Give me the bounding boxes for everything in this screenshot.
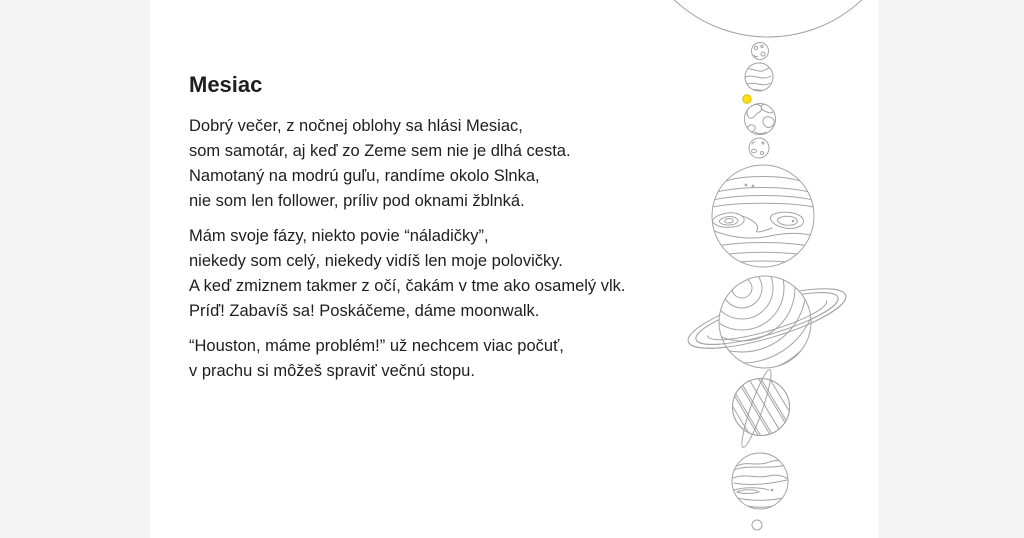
poem-line: Príď! Zabavíš sa! Poskáčeme, dáme moonwalk. (189, 302, 540, 320)
poem-line: Dobrý večer, z nočnej oblohy sa hlási Mesiac, (189, 117, 523, 135)
poem-stanza-3 (189, 334, 626, 384)
poem-line: v prachu si môžeš spraviť večnú stopu. (189, 362, 475, 380)
poem-line: som samotár, aj keď zo Zeme sem nie je dlhá cesta. (189, 142, 571, 160)
poem-line: Namotaný na modrú guľu, randíme okolo Slnka, (189, 167, 540, 185)
venus-icon (744, 63, 773, 91)
neptune-icon (732, 453, 788, 509)
mars-icon (749, 138, 769, 158)
uranus-icon (722, 366, 797, 450)
sun-icon (631, 0, 900, 37)
moon-icon (743, 95, 751, 103)
solar-system-illustration (630, 0, 900, 538)
poem-line: niekedy som celý, niekedy vidíš len moje polovičky. (189, 252, 563, 270)
mercury-icon (752, 43, 769, 60)
poem-line: “Houston, máme problém!” už nechcem viac počuť, (189, 337, 564, 355)
poem (189, 72, 626, 394)
poem-line: A keď zmiznem takmer z očí, čakám v tme ako osamelý vlk. (189, 277, 626, 295)
earth-icon (745, 104, 776, 135)
poem-line: Mám svoje fázy, niekto povie “náladičky”, (189, 227, 489, 245)
pluto-icon (752, 520, 762, 530)
jupiter-icon (712, 165, 814, 267)
saturn-icon (656, 202, 851, 374)
poem-stanza-1 (189, 114, 626, 214)
poem-line: nie som len follower, príliv pod oknami žblnká. (189, 192, 525, 210)
line-art-group (631, 0, 900, 530)
poem-title: Mesiac (189, 72, 263, 97)
poem-stanza-2 (189, 224, 626, 324)
